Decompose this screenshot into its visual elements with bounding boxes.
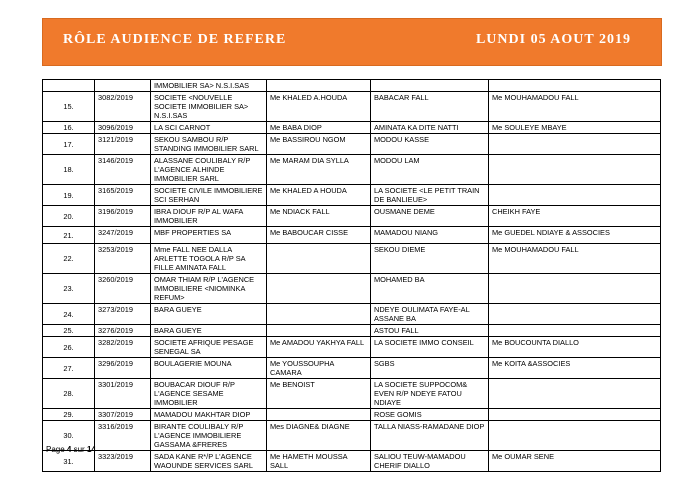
plaintiff-lawyer-cell (267, 409, 371, 421)
row-number-cell: 17. (43, 134, 95, 155)
defendant-lawyer-cell (489, 80, 661, 92)
hearing-roll-table (42, 79, 661, 472)
plaintiff-lawyer-cell (267, 325, 371, 337)
plaintiff-cell: LA SCI CARNOT (151, 122, 267, 134)
defendant-cell: TALLA NIASS-RAMADANE DIOP (371, 421, 489, 451)
table-row (43, 358, 661, 379)
header-banner (42, 18, 662, 66)
table-row (43, 244, 661, 274)
case-reference-cell: 3196/2019 (95, 206, 151, 227)
defendant-lawyer-cell (489, 304, 661, 325)
row-number-cell: 29. (43, 409, 95, 421)
table-row (43, 337, 661, 358)
plaintiff-cell: BARA GUEYE (151, 325, 267, 337)
case-reference-cell: 3301/2019 (95, 379, 151, 409)
defendant-lawyer-cell (489, 421, 661, 451)
plaintiff-cell: BIRANTE COULIBALY R/P L'AGENCE IMMOBILIERE GASSAMA &FRERES (151, 421, 267, 451)
defendant-cell: SALIOU TEUW-MAMADOU CHERIF DIALLO (371, 451, 489, 472)
plaintiff-cell: SADA KANE R*/P L'AGENCE WAOUNDE SERVICES SARL (151, 451, 267, 472)
defendant-cell: LA SOCIETE IMMO CONSEIL (371, 337, 489, 358)
case-reference-cell: 3273/2019 (95, 304, 151, 325)
plaintiff-lawyer-cell: Me HAMETH MOUSSA SALL (267, 451, 371, 472)
defendant-cell (371, 80, 489, 92)
row-number-cell: 15. (43, 92, 95, 122)
plaintiff-lawyer-cell (267, 244, 371, 274)
table-row (43, 379, 661, 409)
document-title: RÔLE AUDIENCE DE REFERE (63, 32, 287, 47)
table-row (43, 274, 661, 304)
table-row (43, 122, 661, 134)
plaintiff-lawyer-cell (267, 304, 371, 325)
defendant-cell: MODOU KASSE (371, 134, 489, 155)
plaintiff-cell: IBRA DIOUF R/P AL WAFA IMMOBILIER (151, 206, 267, 227)
table-row (43, 80, 661, 92)
case-reference-cell: 3121/2019 (95, 134, 151, 155)
page-label: Page (46, 445, 65, 454)
page-sur: sur (73, 445, 85, 454)
table-row (43, 206, 661, 227)
plaintiff-cell: OMAR THIAM R/P L'AGENCE IMMOBILIERE <NIOMINKA REFUM> (151, 274, 267, 304)
case-reference-cell: 3323/2019 (95, 451, 151, 472)
case-reference-cell: 3316/2019 (95, 421, 151, 451)
defendant-cell: MAMADOU NIANG (371, 227, 489, 244)
table-row (43, 92, 661, 122)
case-reference-cell: 3082/2019 (95, 92, 151, 122)
case-reference-cell: 3253/2019 (95, 244, 151, 274)
table-row (43, 325, 661, 337)
row-number-cell: 27. (43, 358, 95, 379)
case-reference-cell: 3260/2019 (95, 274, 151, 304)
defendant-cell: LA SOCIETE <LE PETIT TRAIN DE BANLIEUE> (371, 185, 489, 206)
defendant-lawyer-cell: Me OUMAR SENE (489, 451, 661, 472)
plaintiff-cell: SEKOU SAMBOU R/P STANDING IMMOBILIER SARL (151, 134, 267, 155)
row-number-cell (43, 80, 95, 92)
case-reference-cell: 3296/2019 (95, 358, 151, 379)
defendant-lawyer-cell (489, 409, 661, 421)
defendant-cell: ROSE GOMIS (371, 409, 489, 421)
row-number-cell: 30. (43, 421, 95, 451)
defendant-lawyer-cell: Me BOUCOUNTA DIALLO (489, 337, 661, 358)
case-reference-cell (95, 80, 151, 92)
case-reference-cell: 3096/2019 (95, 122, 151, 134)
table-row (43, 185, 661, 206)
row-number-cell: 16. (43, 122, 95, 134)
defendant-cell: NDEYE OULIMATA FAYE-AL ASSANE BA (371, 304, 489, 325)
row-number-cell: 20. (43, 206, 95, 227)
defendant-cell: AMINATA KA DITE NATTI (371, 122, 489, 134)
plaintiff-lawyer-cell: Me BENOIST (267, 379, 371, 409)
defendant-lawyer-cell (489, 185, 661, 206)
plaintiff-cell: BOULAGERIE MOUNA (151, 358, 267, 379)
row-number-cell: 31. (43, 451, 95, 472)
plaintiff-lawyer-cell (267, 274, 371, 304)
case-reference-cell: 3282/2019 (95, 337, 151, 358)
case-reference-cell: 3165/2019 (95, 185, 151, 206)
plaintiff-cell: SOCIETE <NOUVELLE SOCIETE IMMOBILIER SA> N.S.I.SAS (151, 92, 267, 122)
defendant-cell: SEKOU DIEME (371, 244, 489, 274)
defendant-lawyer-cell: Me MOUHAMADOU FALL (489, 244, 661, 274)
plaintiff-lawyer-cell: Me YOUSSOUPHA CAMARA (267, 358, 371, 379)
table-row (43, 421, 661, 451)
defendant-cell: LA SOCIETE SUPPOCOM& EVEN R/P NDEYE FATOU NDIAYE (371, 379, 489, 409)
defendant-cell: ASTOU FALL (371, 325, 489, 337)
row-number-cell: 22. (43, 244, 95, 274)
plaintiff-cell: BOUBACAR DIOUF R/P L'AGENCE SESAME IMMOBILIER (151, 379, 267, 409)
table-row (43, 155, 661, 185)
plaintiff-lawyer-cell: Me MARAM DIA SYLLA (267, 155, 371, 185)
case-reference-cell: 3307/2019 (95, 409, 151, 421)
row-number-cell: 26. (43, 337, 95, 358)
defendant-cell: BABACAR FALL (371, 92, 489, 122)
plaintiff-lawyer-cell: Me KHALED A.HOUDA (267, 92, 371, 122)
case-reference-cell: 3276/2019 (95, 325, 151, 337)
plaintiff-lawyer-cell: Mes DIAGNE& DIAGNE (267, 421, 371, 451)
case-reference-cell: 3146/2019 (95, 155, 151, 185)
plaintiff-lawyer-cell: Me NDIACK FALL (267, 206, 371, 227)
row-number-cell: 25. (43, 325, 95, 337)
plaintiff-cell: SOCIETE CIVILE IMMOBILIERE SCI SERHAN (151, 185, 267, 206)
row-number-cell: 24. (43, 304, 95, 325)
defendant-lawyer-cell: Me MOUHAMADOU FALL (489, 92, 661, 122)
defendant-lawyer-cell: Me SOULEYE MBAYE (489, 122, 661, 134)
defendant-lawyer-cell (489, 134, 661, 155)
plaintiff-cell: IMMOBILIER SA> N.S.I.SAS (151, 80, 267, 92)
plaintiff-lawyer-cell (267, 80, 371, 92)
defendant-cell: OUSMANE DEME (371, 206, 489, 227)
defendant-lawyer-cell (489, 379, 661, 409)
table-row (43, 304, 661, 325)
plaintiff-cell: BARA GUEYE (151, 304, 267, 325)
plaintiff-lawyer-cell: Me BABA DIOP (267, 122, 371, 134)
page-footer (46, 445, 96, 454)
defendant-lawyer-cell: Me KOITA &ASSOCIES (489, 358, 661, 379)
defendant-cell: MODOU LAM (371, 155, 489, 185)
defendant-lawyer-cell (489, 155, 661, 185)
plaintiff-lawyer-cell: Me BABOUCAR CISSE (267, 227, 371, 244)
plaintiff-lawyer-cell: Me BASSIROU NGOM (267, 134, 371, 155)
page-number: 4 (66, 445, 72, 454)
case-reference-cell: 3247/2019 (95, 227, 151, 244)
table-row (43, 409, 661, 421)
defendant-lawyer-cell (489, 325, 661, 337)
plaintiff-cell: MBF PROPERTIES SA (151, 227, 267, 244)
table-row (43, 227, 661, 244)
row-number-cell: 19. (43, 185, 95, 206)
row-number-cell: 28. (43, 379, 95, 409)
row-number-cell: 21. (43, 227, 95, 244)
plaintiff-lawyer-cell: Me KHALED A HOUDA (267, 185, 371, 206)
row-number-cell: 18. (43, 155, 95, 185)
defendant-cell: SGBS (371, 358, 489, 379)
plaintiff-cell: SOCIETE AFRIQUE PESAGE SENEGAL SA (151, 337, 267, 358)
page-total: 14 (86, 445, 96, 454)
plaintiff-cell: ALASSANE COULIBALY R/P L'AGENCE ALHINDE IMMOBILIER SARL (151, 155, 267, 185)
defendant-cell: MOHAMED BA (371, 274, 489, 304)
plaintiff-cell: Mme FALL NEE DALLA ARLETTE TOGOLA R/P SA FILLE AMINATA FALL (151, 244, 267, 274)
hearing-date: LUNDI 05 AOUT 2019 (475, 32, 631, 47)
plaintiff-cell: MAMADOU MAKHTAR DIOP (151, 409, 267, 421)
defendant-lawyer-cell: CHEIKH FAYE (489, 206, 661, 227)
plaintiff-lawyer-cell: Me AMADOU YAKHYA FALL (267, 337, 371, 358)
table-row (43, 134, 661, 155)
row-number-cell: 23. (43, 274, 95, 304)
defendant-lawyer-cell: Me GUEDEL NDIAYE & ASSOCIES (489, 227, 661, 244)
table-row (43, 451, 661, 472)
defendant-lawyer-cell (489, 274, 661, 304)
